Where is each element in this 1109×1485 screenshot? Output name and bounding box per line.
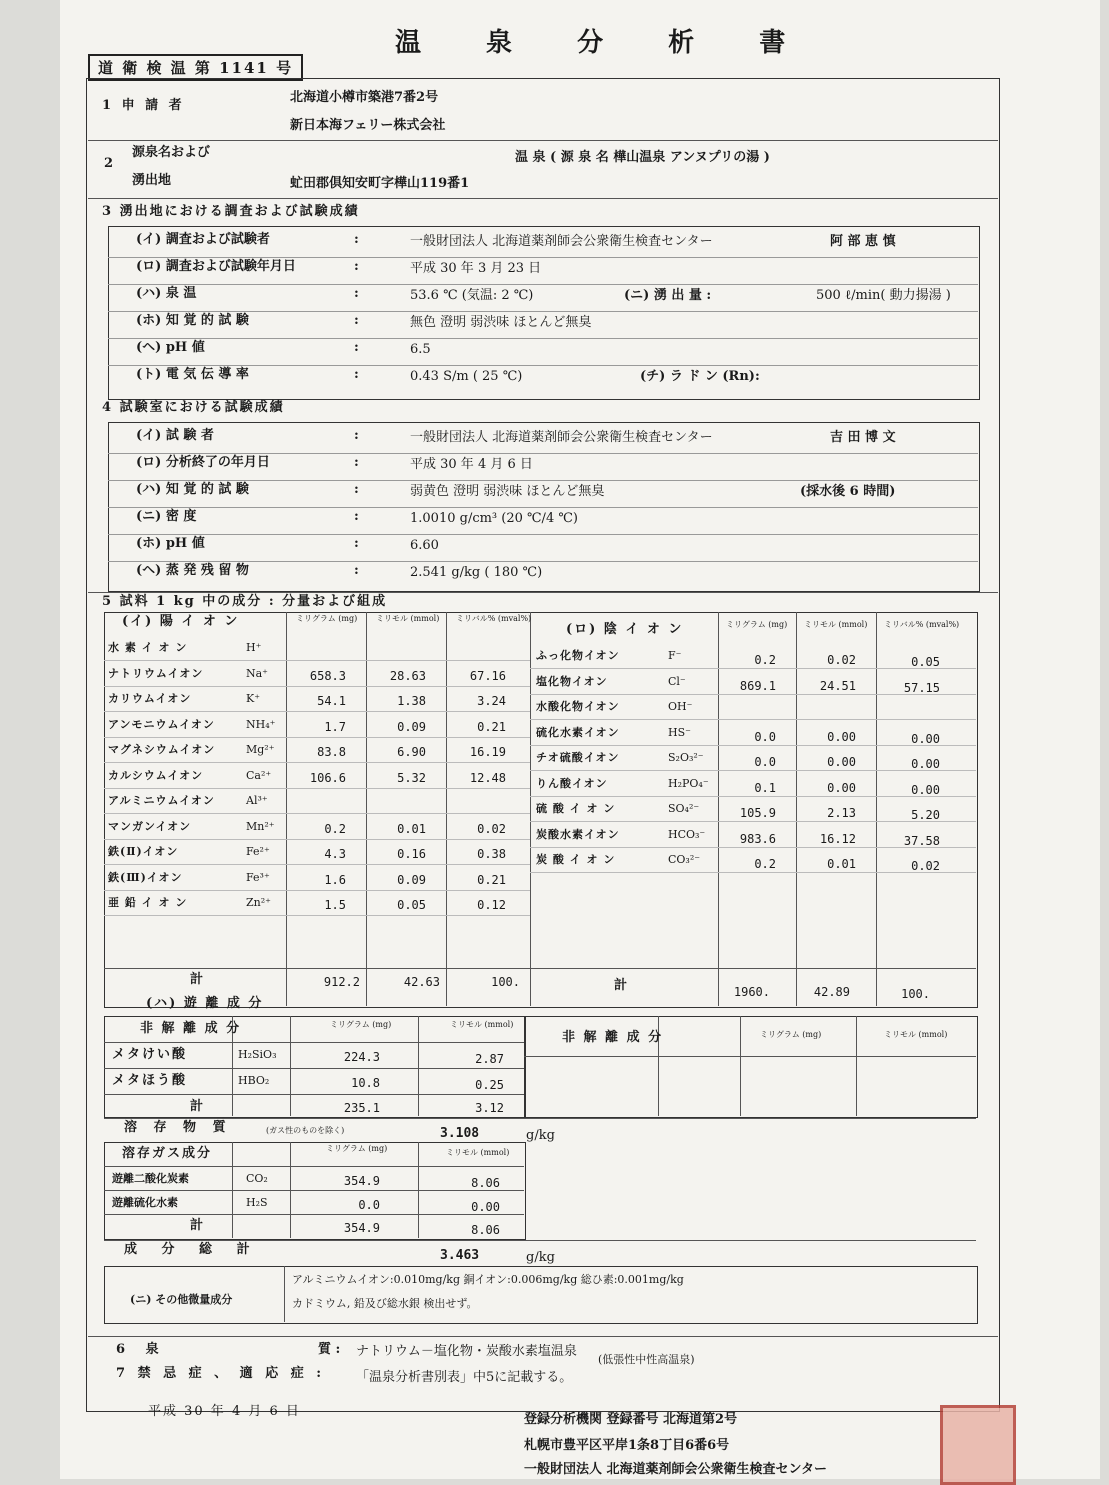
anion-name: 硫 酸 イ オ ン [536,802,616,815]
cation-mval-pct: 12.48 [469,770,506,785]
gas-col-mg: ミリグラム (mg) [326,1144,388,1153]
total-value: 3.463 [440,1248,480,1263]
anion-name: ふっ化物イオン [536,649,620,662]
cation-name: 鉄(Ⅲ)イオン [108,870,183,884]
cation-row-rule [104,660,530,661]
s3-row-value: 一般財団法人 北海道薬剤師会公衆衛生検査センター [410,234,713,249]
anion-mg: 0.0 [754,755,776,769]
cation-row-rule [104,686,530,687]
gas-total-mg: 354.9 [343,1221,380,1235]
cation-name: ナトリウムイオン [108,666,204,680]
nondiss-total-mmol: 3.12 [475,1101,504,1115]
anion-total-label: 計 [614,978,628,993]
gas-name: 遊離二酸化炭素 [112,1172,189,1185]
s3-row-colon: : [354,286,359,301]
s4-label: 4 試験室における試験成績 [102,400,285,415]
total-unit: g/kg [526,1250,555,1265]
s4-row-key: (イ) 試 験 者 [136,428,214,443]
s3-row-key: (ヘ) pH 値 [136,340,205,355]
s4-row-value: 平成 30 年 4 月 6 日 [410,457,533,472]
anion-mg: 0.1 [754,780,776,795]
cation-name: マンガンイオン [108,819,192,833]
s4-row-extra: (採水後 6 時間) [800,484,896,499]
s3-row-rule [108,284,978,285]
s4-row-key: (ニ) 密 度 [136,509,197,524]
cation-header: (イ) 陽 イ オ ン [122,614,240,629]
cation-mg: 4.3 [324,847,346,861]
anion-row-rule [530,770,976,771]
anion-mmol: 2.13 [827,806,856,820]
nondiss-name: メタほう酸 [112,1073,188,1088]
anion-mval-pct: 5.20 [911,808,940,822]
cation-row-rule [104,711,530,712]
col-mmol-cation: ミリモル (mmol) [376,614,440,623]
cation-mmol: 0.09 [397,872,426,887]
cation-row-rule [104,737,530,738]
anion-symbol: SO₄²⁻ [668,802,700,815]
s3-row-rule [108,257,978,258]
anion-symbol: H₂PO₄⁻ [668,776,709,790]
doc-title: 温 泉 分 析 書 [395,28,814,58]
s2-location: 虻田郡倶知安町字樺山119番1 [290,176,470,191]
nondiss-symbol: H₂SiO₃ [238,1048,277,1061]
gas-col-mmol: ミリモル (mmol) [446,1148,510,1157]
s3-row-rule [108,338,978,339]
cation-row-rule [104,839,530,840]
nondiss-col-mg: ミリグラム (mg) [330,1020,392,1029]
anion-symbol: OH⁻ [668,700,693,713]
s3-row-key: (ホ) 知 覚 的 試 験 [136,313,249,328]
s3-row-extra2: 500 ℓ/min( 動力揚湯 ) [816,288,951,303]
anion-row-rule [530,668,976,669]
nondiss-name: メタけい酸 [112,1047,188,1062]
cation-name: カリウムイオン [108,692,192,705]
s3-row-colon: : [354,340,359,355]
s3-row-rule [108,311,978,312]
official-seal [940,1405,1016,1485]
cation-row-rule [104,762,530,763]
s4-row-rule [108,453,978,454]
cation-symbol: Fe³⁺ [246,870,270,884]
s2-label-b: 湧出地 [132,173,172,188]
cation-mg: 106.6 [309,770,346,785]
col-mval-cation: ミリバル% (mval%) [456,614,532,623]
anion-symbol: S₂O₃²⁻ [668,751,704,764]
cation-mval-pct: 67.16 [469,668,506,683]
footer-date: 平成 30 年 4 月 6 日 [148,1404,301,1419]
cation-mval-pct: 0.02 [477,821,506,836]
gas-total-label: 計 [190,1218,204,1233]
s5-label: 5 試料 1 kg 中の成分 : 分量および組成 [102,594,388,609]
s4-row-rule [108,480,978,481]
cation-mval-pct: 0.21 [477,719,506,734]
s4-row-colon: : [354,509,359,524]
nondiss-mmol: 2.87 [475,1052,504,1066]
s4-row-key: (ホ) pH 値 [136,536,205,551]
cation-symbol: H⁺ [246,641,262,654]
anion-mmol: 16.12 [819,831,856,846]
nondiss-right-col-mmol: ミリモル (mmol) [884,1030,948,1039]
s3-label: 3 湧出地における調査および試験成績 [102,204,360,219]
s1-label: 1 申 請 者 [102,98,185,113]
gas-mg: 354.9 [343,1174,380,1188]
anion-row-rule [530,847,976,848]
s2-source: 温 泉 ( 源 泉 名 樺山温泉 アンヌプリの湯 ) [515,150,770,165]
gas-name: 遊離硫化水素 [112,1196,178,1209]
anion-name: 炭酸水素イオン [536,827,620,841]
anion-symbol: CO₃²⁻ [668,853,701,866]
s3-row-key: (ハ) 泉 温 [136,286,197,301]
s4-row-colon: : [354,536,359,551]
dissolved-label: 溶 存 物 質 [124,1120,232,1135]
cation-mg: 83.8 [317,745,346,759]
cation-mmol: 0.16 [397,847,426,861]
nondiss-total-label: 計 [190,1099,204,1114]
s4-row-key: (ロ) 分析終了の年月日 [136,455,270,470]
cation-mval-pct: 0.12 [477,898,506,912]
s3-row-value: 平成 30 年 3 月 23 日 [410,261,542,276]
anion-row-rule [530,719,976,720]
s4-row-key: (ハ) 知 覚 的 試 験 [136,482,249,497]
anion-total-pct: 100. [901,987,930,1001]
s2-label-a: 源泉名および [132,145,211,160]
cation-name: マグネシウムイオン [108,743,216,756]
anion-symbol: Cl⁻ [668,674,686,688]
anion-mmol: 0.01 [827,857,856,871]
cation-mmol: 0.01 [397,821,426,836]
trace-label: (ニ) その他微量成分 [130,1293,233,1306]
anion-symbol: HCO₃⁻ [668,827,706,841]
s6-label: 6 泉 [116,1342,167,1357]
anion-mmol: 0.02 [827,653,856,667]
anion-mg: 0.0 [754,729,776,744]
nondiss-right-header: 非 解 離 成 分 [562,1030,664,1045]
cation-mmol: 1.38 [397,694,426,708]
s3-row-value: 53.6 ℃ (気温: 2 ℃) [410,288,534,303]
s1-address: 北海道小樽市築港7番2号 [290,90,439,105]
cation-name: 鉄(Ⅱ)イオン [108,845,179,858]
anion-row-rule [530,821,976,822]
footer-address: 札幌市豊平区平岸1条8丁目6番6号 [524,1438,730,1453]
s4-row-extra: 吉 田 博 文 [830,430,896,445]
s3-row-key: (ト) 電 気 伝 導 率 [136,367,249,382]
s3-row-colon: : [354,232,359,247]
anion-name: 硫化水素イオン [536,725,620,739]
s6-note: (低張性中性高温泉) [598,1353,695,1366]
anion-mval-pct: 37.58 [903,833,940,848]
cation-name: カルシウムイオン [108,768,204,782]
anion-name: チオ硫酸イオン [536,751,620,764]
anion-mval-pct: 57.15 [903,680,940,695]
cation-symbol: Mg²⁺ [246,743,275,756]
s3-row-colon: : [354,313,359,328]
s3-row-value: 0.43 S/m ( 25 ℃) [410,369,523,384]
cation-symbol: Na⁺ [246,666,268,680]
anion-name: 塩化物イオン [536,674,608,688]
gas-mmol: 8.06 [471,1176,500,1190]
anion-name: 炭 酸 イ オ ン [536,853,616,866]
s3-row-key: (ロ) 調査および試験年月日 [136,259,296,274]
s3-row-key: (イ) 調査および試験者 [136,232,270,247]
footer-organization: 一般財団法人 北海道薬剤師会公衆衛生検査センター [524,1462,828,1477]
s7-label: 7 禁 忌 症 、 適 応 症 : [116,1366,326,1381]
gas-symbol: H₂S [246,1196,268,1209]
cation-mval-pct: 16.19 [469,745,506,759]
cation-row-rule [104,915,530,916]
cation-symbol: Fe²⁺ [246,845,270,858]
gas-header: 溶存ガス成分 [122,1146,213,1161]
cation-mg: 1.7 [324,719,346,734]
cation-name: 水 素 イ オ ン [108,641,188,654]
anion-row-rule [530,872,976,873]
anion-mg: 983.6 [739,831,776,846]
anion-row-rule [530,796,976,797]
cation-symbol: Al³⁺ [246,794,268,807]
s3-row-value: 6.5 [410,342,431,357]
cation-symbol: Mn²⁺ [246,819,275,833]
dissolved-unit: g/kg [526,1128,555,1143]
s3-row-extra: 阿 部 恵 慎 [830,234,896,249]
cation-mg: 1.6 [324,872,346,887]
cation-mmol: 6.90 [397,745,426,759]
anion-mval-pct: 0.05 [911,655,940,669]
cation-row-rule [104,788,530,789]
cation-mmol: 5.32 [397,770,426,785]
cation-total-pct: 100. [491,975,520,989]
gas-mg: 0.0 [358,1198,380,1212]
anion-row-rule [530,694,976,695]
s4-row-rule [108,561,978,562]
registration-number: 道 衛 検 温 第 1141 号 [88,54,303,81]
anion-mval-pct: 0.00 [911,782,940,797]
gas-mmol: 0.00 [471,1200,500,1214]
nondiss-mg: 224.3 [343,1050,380,1064]
total-label: 成 分 総 計 [124,1242,260,1257]
cation-mmol: 0.05 [397,898,426,912]
s3-row-rule [108,365,978,366]
anion-total-mg: 1960. [733,985,770,999]
col-mmol-anion: ミリモル (mmol) [804,620,868,629]
cation-mval-pct: 0.21 [477,872,506,887]
anion-row-rule [530,745,976,746]
cation-symbol: K⁺ [246,692,261,705]
cation-mg: 658.3 [309,668,346,683]
cation-row-rule [104,813,530,814]
cation-mg: 54.1 [317,694,346,708]
anion-name: 水酸化物イオン [536,700,620,713]
nondiss-mg: 10.8 [351,1076,380,1090]
cation-row-rule [104,890,530,891]
cation-mg: 0.2 [324,821,346,836]
s4-row-value: 6.60 [410,538,439,553]
s4-row-key: (ヘ) 蒸 発 残 留 物 [136,563,249,578]
cation-mmol: 28.63 [389,668,426,683]
s4-row-rule [108,534,978,535]
s4-row-colon: : [354,455,359,470]
nondiss-right-col-mg: ミリグラム (mg) [760,1030,822,1039]
nondiss-total-mg: 235.1 [343,1101,380,1115]
trace-line-2: カドミウム, 鉛及び総水銀 検出せず。 [292,1297,478,1310]
anion-symbol: HS⁻ [668,725,691,739]
s4-row-value: 一般財団法人 北海道薬剤師会公衆衛生検査センター [410,430,713,445]
anion-mg: 105.9 [739,806,776,820]
s4-row-colon: : [354,428,359,443]
dissolved-value: 3.108 [440,1126,480,1141]
cation-total-label: 計 [190,972,204,987]
cation-mval-pct: 0.38 [477,847,506,861]
s3-row-colon: : [354,259,359,274]
anion-mg: 0.2 [754,857,776,871]
anion-mmol: 0.00 [827,729,856,744]
s1-name: 新日本海フェリー株式会社 [290,118,446,133]
gas-symbol: CO₂ [246,1172,268,1185]
anion-mg: 869.1 [739,678,776,693]
s3-row-value: 無色 澄明 弱渋味 ほとんど無臭 [410,315,592,330]
s4-row-rule [108,507,978,508]
s4-row-value: 弱黄色 澄明 弱渋味 ほとんど無臭 [410,484,605,499]
s4-row-colon: : [354,563,359,578]
s6-value: ナトリウム－塩化物・炭酸水素塩温泉 [356,1344,577,1359]
cation-symbol: Zn²⁺ [246,896,271,909]
anion-symbol: F⁻ [668,649,682,662]
s3-row-extra: (ニ) 湧 出 量 : [624,288,712,303]
anion-mval-pct: 0.00 [911,731,940,746]
anion-mmol: 24.51 [819,678,856,693]
anion-mmol: 0.00 [827,755,856,769]
anion-mg: 0.2 [754,653,776,667]
col-mg-anion: ミリグラム (mg) [726,620,788,629]
nondiss-header: 非 解 離 成 分 [140,1021,242,1036]
cation-total-mg: 912.2 [323,975,360,989]
cation-name: アンモニウムイオン [108,717,215,731]
nondiss-mmol: 0.25 [475,1078,504,1092]
undissociated-label: (ハ) 遊 離 成 分 [146,996,264,1011]
cation-mmol: 0.09 [397,719,426,734]
nondiss-col-mmol: ミリモル (mmol) [450,1020,514,1029]
anion-mval-pct: 0.02 [911,859,940,873]
cation-symbol: Ca²⁺ [246,768,272,782]
s3-row-colon: : [354,367,359,382]
col-mg-cation: ミリグラム (mg) [296,614,358,623]
s7-value: 「温泉分析書別表」中5に記載する。 [356,1370,573,1385]
cation-mg: 1.5 [324,898,346,912]
anion-mmol: 0.00 [827,780,856,795]
gas-total-mmol: 8.06 [471,1223,500,1237]
s3-row-extra: (チ) ラ ド ン (Rn): [640,369,760,384]
anion-mval-pct: 0.00 [911,757,940,771]
dissolved-note: (ガス性のものを除く) [266,1126,345,1135]
nondiss-symbol: HBO₂ [238,1074,270,1087]
s4-row-value: 2.541 g/kg ( 180 ℃) [410,565,543,580]
cation-row-rule [104,864,530,865]
s4-row-colon: : [354,482,359,497]
s4-row-value: 1.0010 g/cm³ (20 ℃/4 ℃) [410,511,578,526]
trace-line-1: アルミニウムイオン:0.010mg/kg 銅イオン:0.006mg/kg 総ひ素:0.001mg/kg [292,1273,684,1286]
anion-name: りん酸イオン [536,776,608,790]
cation-name: 亜 鉛 イ オ ン [108,896,188,909]
cation-symbol: NH₄⁺ [246,717,276,731]
anion-header: (ロ) 陰 イ オ ン [566,622,684,637]
cation-name: アルミニウムイオン [108,794,215,807]
cation-total-mmol: 42.63 [403,975,440,989]
s6-key: 質 : [318,1342,341,1357]
footer-registration: 登録分析機関 登録番号 北海道第2号 [524,1412,738,1427]
cation-mval-pct: 3.24 [477,694,506,708]
anion-total-mmol: 42.89 [813,985,850,999]
col-mval-anion: ミリバル% (mval%) [884,620,960,629]
